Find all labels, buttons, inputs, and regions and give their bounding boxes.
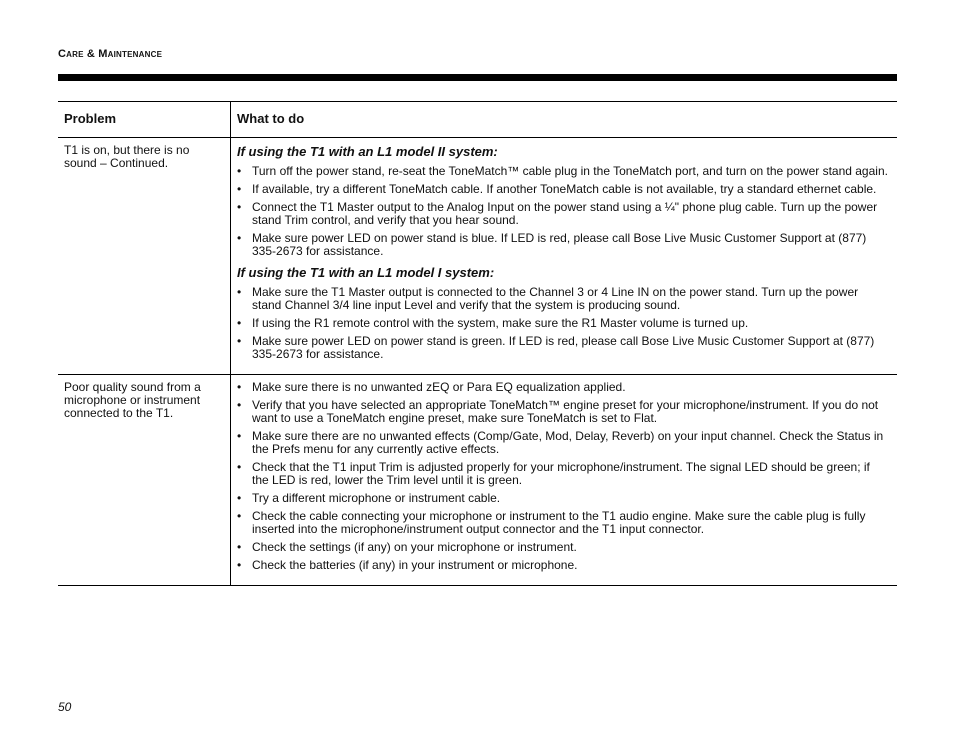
- section-title: Care & Maintenance: [58, 48, 163, 60]
- column-header-what-to-do: What to do: [237, 111, 305, 126]
- list-item: • Check that the T1 input Trim is adjusted properly for your microphone/instrument. The signal LED should be green; if the LED is red, lower the Trim level until it is green.: [237, 461, 889, 487]
- table-header-row: [58, 102, 897, 138]
- solution-list: [237, 286, 889, 361]
- table-row: [58, 138, 897, 375]
- solution-cell: [231, 375, 897, 585]
- list-item: • Check the cable connecting your microphone or instrument to the T1 audio engine. Make sure the cable plug is fully inserted into the microphone/instrument output connector and the T1 input connector.: [237, 510, 889, 536]
- list-item: • Turn off the power stand, re-seat the ToneMatch™ cable plug in the ToneMatch port, and turn on the power stand again.: [237, 165, 889, 178]
- list-item: • Verify that you have selected an appropriate ToneMatch™ engine preset for your microphone/instrument. If you do not want to use a ToneMatch engine preset, make sure ToneMatch is set to Flat.: [237, 399, 889, 425]
- list-item: • Make sure there is no unwanted zEQ or Para EQ equalization applied.: [237, 381, 889, 394]
- solution-group: [237, 145, 889, 258]
- page-number: 50: [58, 700, 72, 714]
- solution-cell: [231, 138, 897, 374]
- solution-list: [237, 381, 889, 572]
- solution-group: [237, 266, 889, 361]
- table-row: [58, 375, 897, 585]
- list-item: • If available, try a different ToneMatch cable. If another ToneMatch cable is not available, try a standard ethernet cable.: [237, 183, 889, 196]
- solution-group: [237, 381, 889, 572]
- list-item: • Make sure power LED on power stand is blue. If LED is red, please call Bose Live Music Customer Support at (877) 335-2673 for assistance.: [237, 232, 889, 258]
- list-item: • If using the R1 remote control with the system, make sure the R1 Master volume is turned up.: [237, 317, 889, 330]
- list-item: • Try a different microphone or instrument cable.: [237, 492, 889, 505]
- solution-list: [237, 165, 889, 258]
- list-item: • Check the settings (if any) on your microphone or instrument.: [237, 541, 889, 554]
- list-item: • Check the batteries (if any) in your instrument or microphone.: [237, 559, 889, 572]
- solution-group-heading: If using the T1 with an L1 model I system:: [237, 265, 495, 280]
- problem-cell: T1 is on, but there is no sound – Continued.: [58, 138, 231, 374]
- list-item: • Make sure there are no unwanted effects (Comp/Gate, Mod, Delay, Reverb) on your input channel. Check the Status in the Prefs menu for any currently active effects.: [237, 430, 889, 456]
- list-item: • Make sure power LED on power stand is green. If LED is red, please call Bose Live Music Customer Support at (877) 335-2673 for assistance.: [237, 335, 889, 361]
- list-item: • Connect the T1 Master output to the Analog Input on the power stand using a ¼" phone plug cable. Turn up the power stand Trim control, and verify that you hear sound.: [237, 201, 889, 227]
- problem-cell: Poor quality sound from a microphone or instrument connected to the T1.: [58, 375, 231, 585]
- solution-group-heading: If using the T1 with an L1 model II system:: [237, 144, 498, 159]
- column-header-problem: Problem: [58, 102, 231, 137]
- troubleshooting-table: [58, 101, 897, 586]
- list-item: • Make sure the T1 Master output is connected to the Channel 3 or 4 Line IN on the power stand. Turn up the power stand Channel 3/4 line input Level and verify that the system is producing sound.: [237, 286, 889, 312]
- header-rule: [58, 74, 897, 81]
